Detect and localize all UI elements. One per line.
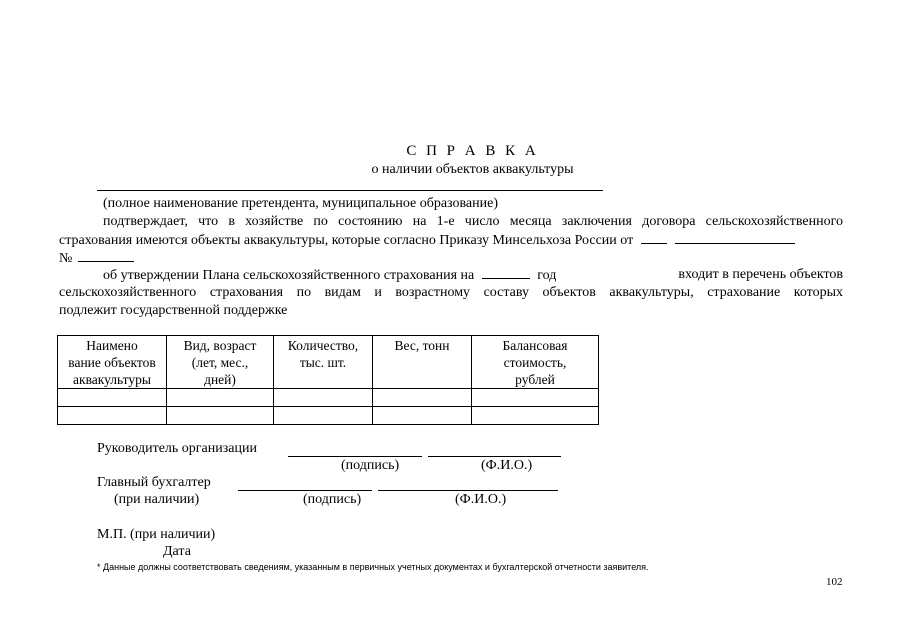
- header-balance-value: [472, 336, 599, 389]
- order-date-field[interactable]: [641, 231, 667, 244]
- head-signature-caption: (подпись): [341, 458, 400, 473]
- table-cell[interactable]: [167, 407, 274, 425]
- table-cell[interactable]: [373, 407, 472, 425]
- head-signature-line[interactable]: [288, 456, 422, 457]
- header-type-age: [167, 336, 274, 389]
- table-cell[interactable]: [472, 389, 599, 407]
- header-line: Вес, тонн: [394, 338, 450, 353]
- header-line: Балансовая: [502, 338, 568, 353]
- paragraph1-line2: [59, 231, 795, 250]
- header-weight: [373, 336, 472, 389]
- plan-year-field[interactable]: [482, 266, 530, 279]
- header-line: аквакультуры: [73, 372, 151, 387]
- table-cell[interactable]: [373, 389, 472, 407]
- header-line: Количество,: [287, 338, 359, 353]
- accountant-note: (при наличии): [114, 492, 200, 507]
- document-subtitle: о наличии объектов аквакультуры: [371, 162, 574, 177]
- header-line: вание объектов: [68, 355, 156, 370]
- table-cell[interactable]: [472, 407, 599, 425]
- accountant-name-line[interactable]: [378, 490, 558, 491]
- accountant-label: Главный бухгалтер: [97, 475, 211, 490]
- aquaculture-objects-table: [57, 335, 599, 425]
- header-line: (лет, мес.,: [191, 355, 249, 370]
- order-date-field-2[interactable]: [675, 231, 795, 244]
- applicant-name-line[interactable]: [97, 190, 603, 191]
- table-cell[interactable]: [274, 389, 373, 407]
- paragraph2-line1: [103, 266, 843, 285]
- header-line: стоимость,: [503, 355, 567, 370]
- header-line: Вид, возраст: [183, 338, 257, 353]
- accountant-signature-caption: (подпись): [303, 492, 362, 507]
- paragraph1-line1: подтверждает, что в хозяйстве по состоянию на 1-е число месяца заключения договора сельскохозяйственного: [103, 214, 843, 229]
- seal-label: М.П. (при наличии): [97, 527, 216, 542]
- header-line: дней): [204, 372, 236, 387]
- header-line: рублей: [515, 372, 555, 387]
- head-name-caption: (Ф.И.О.): [481, 458, 533, 473]
- page-number: 102: [826, 576, 843, 588]
- number-sign: №: [59, 251, 73, 266]
- table-cell[interactable]: [274, 407, 373, 425]
- order-number-field[interactable]: [78, 249, 134, 262]
- paragraph2-line1-b: год: [537, 268, 557, 283]
- table-row: [58, 389, 599, 407]
- head-name-line[interactable]: [428, 456, 561, 457]
- paragraph2-line1-a: об утверждении Плана сельскохозяйственного страхования на: [103, 268, 475, 283]
- paragraph1-line2-text: страхования имеются объекты аквакультуры, которые согласно Приказу Минсельхоза России от: [59, 233, 634, 248]
- document-title: С П Р А В К А: [406, 143, 539, 159]
- accountant-signature-line[interactable]: [238, 490, 372, 491]
- table-header-row: [58, 336, 599, 389]
- head-label: Руководитель организации: [97, 441, 257, 456]
- table-row: [58, 407, 599, 425]
- header-quantity: [274, 336, 373, 389]
- header-line: Наимено: [86, 338, 138, 353]
- table-cell[interactable]: [58, 407, 167, 425]
- paragraph2-line3: подлежит государственной поддержке: [59, 303, 288, 318]
- applicant-hint: (полное наименование претендента, муниципальное образование): [103, 196, 498, 211]
- header-line: тыс. шт.: [299, 355, 347, 370]
- table-cell[interactable]: [58, 389, 167, 407]
- footnote: * Данные должны соответствовать сведениям, указанным в первичных учетных документах и бухгалтерской отчетности заявителя.: [97, 562, 649, 572]
- table-cell[interactable]: [167, 389, 274, 407]
- accountant-name-caption: (Ф.И.О.): [455, 492, 507, 507]
- paragraph2-line1-c: входит в перечень объектов: [678, 267, 843, 282]
- date-label: Дата: [163, 544, 191, 559]
- header-object-name: [58, 336, 167, 389]
- paragraph2-line2: сельскохозяйственного страхования по видам и возрастному составу объектов аквакультуры, страхование которых: [59, 285, 843, 300]
